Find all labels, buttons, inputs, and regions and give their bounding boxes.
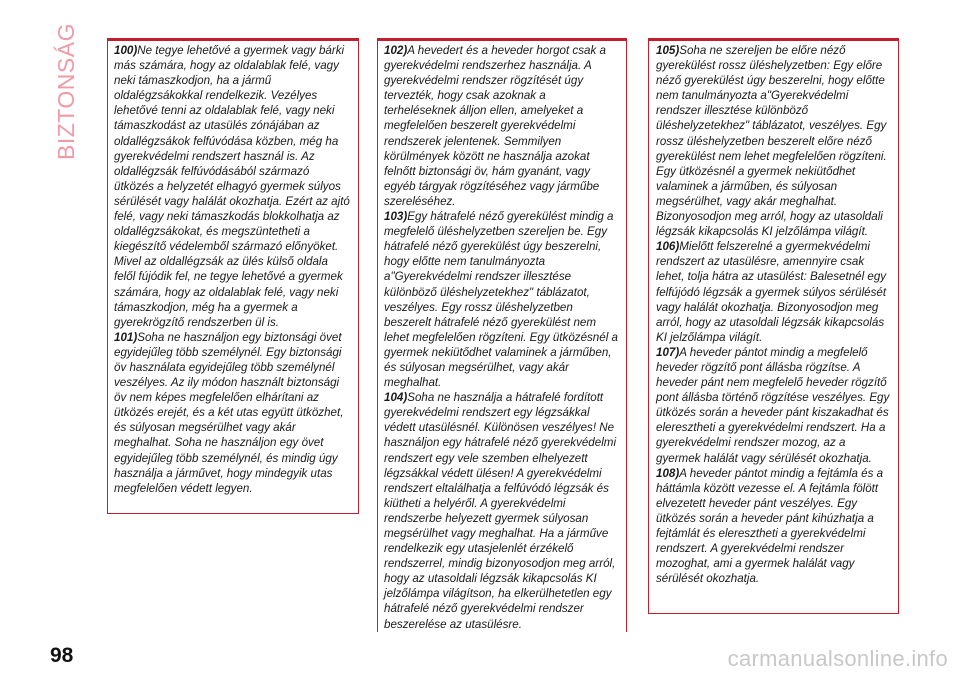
warning-number: 104)	[384, 391, 408, 405]
warning-text: Soha ne használja a hátrafelé fordított gyerekvédelmi rendszert egy légzsákkal védett utasülésnél. Különösen veszélyes! Ne használjon egy hátrafelé néző gyerekvédelmi rendszert egy vele szemben elhelyezett légzsákkal védett ülésen! A gyerekvédelmi rendszert eltalálhatja a felfúvódó légzsák és kiütheti a helyéről. A gyerekvédelmi rendszerbe helyezett gyermek súlyosan megsérülhet vagy meghalhat. Ha a járműve rendelkezik egy utasjelenlét érzékelő rendszerrel, mindig bizonyosodjon meg arról, hogy az utasoldali légzsák kikapcsolás KI jelzőlámpa világítson, ha elkerülhetetlen egy hátrafelé néző gyerekvédelmi rendszer beszerelése az utasülésre.	[384, 391, 617, 631]
warning-text: A hevedert és a heveder horgot csak a gyerekvédelmi rendszerhez használja. A gyerekvédelmi rendszer rögzítését úgy tervezték, hogy csak azoknak a terheléseknek álljon ellen, amelyeket a megfelelően beszerelt gyerekvédelmi rendszerek jelentenek. Semmilyen körülmények között ne használja azokat felnőtt biztonsági öv, hám gyanánt, vagy egyéb tárgyak rögzítéséhez vagy járműbe szereléséhez.	[384, 44, 606, 208]
warning-paragraph	[384, 43, 620, 209]
warning-paragraph	[656, 43, 892, 239]
watermark: carmanualsonline.info	[727, 646, 948, 671]
warning-paragraph	[656, 466, 892, 587]
section-title	[53, 16, 79, 166]
warning-number: 108)	[656, 466, 680, 480]
warning-column-1	[107, 38, 359, 514]
warning-number: 103)	[384, 210, 408, 224]
warning-number: 106)	[656, 240, 680, 254]
warning-paragraph	[656, 345, 892, 466]
warning-text: Ne tegye lehetővé a gyermek vagy bárki más számára, hogy az oldalablak felé, vagy neki támaszkodjon, ha a jármű oldalégzsákokkal rendelkezik. Vezélyes lehetővé tenni az oldalablak felé, vagy neki támaszkodást az utasülés zónájában az oldallégzsákok felfúvódása közben, még ha gyerekvédelmi rendszert használ is. Az oldallégzsák felfúvódásából származó ütközés a helyzetét elhagyó gyermek súlyos sérülését vagy halálát okozhatja. Ezért az ajtó felé, vagy neki támaszkodás blokkolhatja az oldallégzsákokat, és megszüntetheti a kiegészítő védelemből származó előnyöket. Mivel az oldallégzsák az ülés külső oldala felől fújódik fel, ne tegye lehetővé a gyermek számára, hogy az oldalablak felé, vagy neki támaszkodjon, még ha a gyermek a gyerekrögzítő rendszerben ül is.	[114, 44, 350, 329]
page-number: 98	[50, 644, 74, 667]
warning-number: 105)	[656, 44, 680, 57]
warning-paragraph	[384, 390, 620, 632]
warning-number: 101)	[114, 330, 138, 344]
warning-text: Egy hátrafelé néző gyerekülést mindig a megfelelő üléshelyzetben szereljen be. Egy hátrafelé néző gyerekülést úgy beszerelni, hogy előtte nem tanulmányozta a"Gyerekvédelmi rendszer illesztése különböző üléshelyzetekhez" táblázatot, veszélyes. Egy rossz üléshelyzetben beszerelt hátrafelé néző gyerekülést nem lehet megfelelően rögzíteni. Egy ütközésnél a gyermek nekiütődhet valaminek a járműben, és súlyosan megsérülhet, vagy akár meghalhat.	[384, 210, 618, 390]
warning-paragraph	[656, 239, 892, 345]
warning-paragraph	[114, 43, 352, 330]
warning-number: 100)	[114, 44, 138, 57]
warning-number: 107)	[656, 345, 680, 359]
warning-text: Soha ne szereljen be előre néző gyerekülést rossz üléshelyzetben: Egy előre néző gyerekülést úgy beszerelni, hogy előtte nem tanulmányozta a"Gyerekvédelmi rendszer illesztése különböző üléshelyzetekhez" táblázatot, veszélyes. Egy rossz üléshelyzetben beszerelt előre néző gyerekülést nem lehet megfelelően rögzíteni. Egy ütközésnél a gyermek nekiütődhet valaminek a járműben, és súlyosan megsérülhet, vagy akár meghalhat. Bizonyosodjon meg arról, hogy az utasoldali légzsák kikapcsolás KI jelzőlámpa világít.	[656, 44, 887, 239]
warning-text: Soha ne használjon egy biztonsági övet egyidejűleg több személynél. Egy biztonsági öv használata egyidejűleg több személynél veszélyes. Az ily módon használt biztonsági öv nem képes megfelelően elhárítani az ütközés erejét, és a két utas együtt ütközhet, és súlyosan megsérülhet vagy akár meghalhat. Soha ne használjon egy övet egyidejűleg több személynél, és mindig úgy használja a járművet, hogy mindegyik utas megfelelően védett legyen.	[114, 330, 344, 495]
warning-paragraph	[114, 330, 352, 496]
warning-column-2	[377, 38, 627, 632]
warning-number: 102)	[384, 44, 408, 57]
warning-paragraph	[384, 209, 620, 390]
section-title-text: BIZTONSÁG	[52, 22, 79, 160]
warning-text: Mielőtt felszerelné a gyermekvédelmi rendszert az utasülésre, amennyire csak lehet, tolja hátra az utasülést: Balesetnél egy felfújódó légzsák a gyermek súlyos sérülését vagy halálát okozhatja. Bizonyosodjon meg arról, hogy az utasoldali légzsák kikapcsolás KI jelzőlámpa világít.	[656, 240, 887, 344]
warning-text: A heveder pántot mindig a megfelelő heveder rögzítő pont állásba rögzítse. A heveder pánt nem megfelelő heveder rögzítő pont állásba történő rögzítése veszélyes. Egy ütközés során a heveder pánt kiszakadhat és eleresztheti a gyerekvédelmi rendszert. Ha a gyerekvédelmi rendszer mozog, az a gyermek halálát vagy sérülését okozhatja.	[656, 345, 890, 465]
warning-text: A heveder pántot mindig a fejtámla és a háttámla között vezesse el. A fejtámla fölött elvezetett heveder pánt veszélyes. Egy ütközés során a heveder pánt kihúzhatja a fejtámlát és eleresztheti a gyerekvédelmi rendszert. A gyerekvédelmi rendszer mozoghat, ami a gyermek halálát vagy sérülését okozhatja.	[656, 466, 884, 586]
warning-column-3	[648, 38, 899, 614]
